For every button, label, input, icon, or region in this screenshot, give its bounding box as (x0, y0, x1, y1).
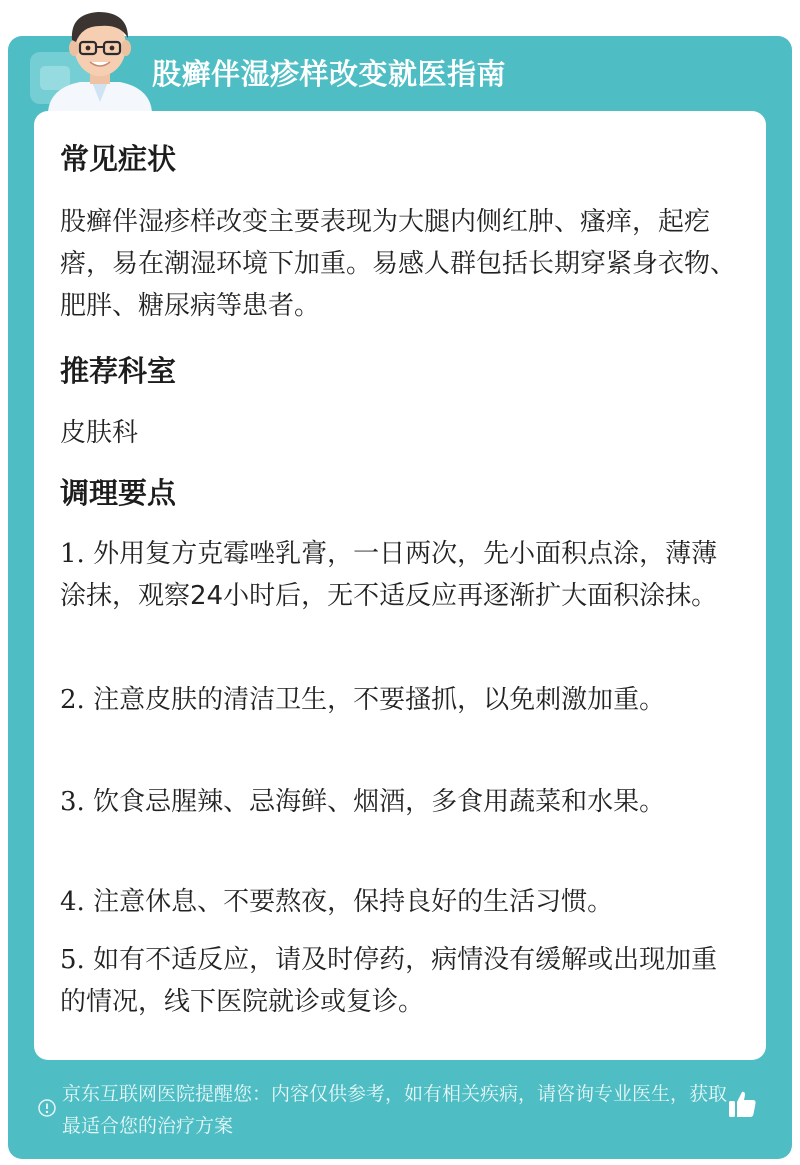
care-item-text: 注意皮肤的清洁卫生，不要搔抓，以免刺激加重。 (84, 685, 666, 715)
content-card (34, 111, 766, 1060)
page-title: 股癣伴湿疹样改变就医指南 (152, 57, 507, 91)
care-item-text: 饮食忌腥辣、忌海鲜、烟酒，多食用蔬菜和水果。 (84, 787, 666, 817)
care-item-text: 如有不适反应，请及时停药，病情没有缓解或出现加重的情况，线下医院就诊或复诊。 (60, 945, 718, 1017)
care-item-number: 3. (60, 787, 85, 817)
care-item-number: 5. (60, 945, 85, 975)
section-heading-department: 推荐科室 (60, 354, 177, 388)
care-item (60, 939, 740, 1023)
care-item (60, 533, 740, 617)
care-item (60, 881, 740, 923)
section-heading-symptoms: 常见症状 (60, 142, 177, 176)
care-item-number: 1. (60, 539, 85, 569)
care-item (60, 781, 740, 823)
care-item-number: 4. (60, 887, 85, 917)
care-item (60, 679, 740, 721)
care-item-number: 2. (60, 685, 85, 715)
doctor-avatar (40, 6, 160, 112)
thumbs-up-icon[interactable] (726, 1088, 758, 1120)
department-text: 皮肤科 (60, 418, 139, 448)
care-item-text: 外用复方克霉唑乳膏，一日两次，先小面积点涂，薄薄涂抹，观察24小时后，无不适反应再逐渐扩大面积涂抹。 (60, 539, 718, 611)
symptoms-text: 股癣伴湿疹样改变主要表现为大腿内侧红肿、瘙痒，起疙瘩，易在潮湿环境下加重。易感人群包括长期穿紧身衣物、肥胖、糖尿病等患者。 (60, 207, 737, 321)
section-heading-care: 调理要点 (60, 476, 177, 510)
info-circle-icon (37, 1098, 57, 1118)
disclaimer-text: 京东互联网医院提醒您：内容仅供参考，如有相关疾病，请咨询专业医生，获取最适合您的治疗方案 (62, 1083, 728, 1137)
care-item-text: 注意休息、不要熬夜，保持良好的生活习惯。 (84, 887, 614, 917)
